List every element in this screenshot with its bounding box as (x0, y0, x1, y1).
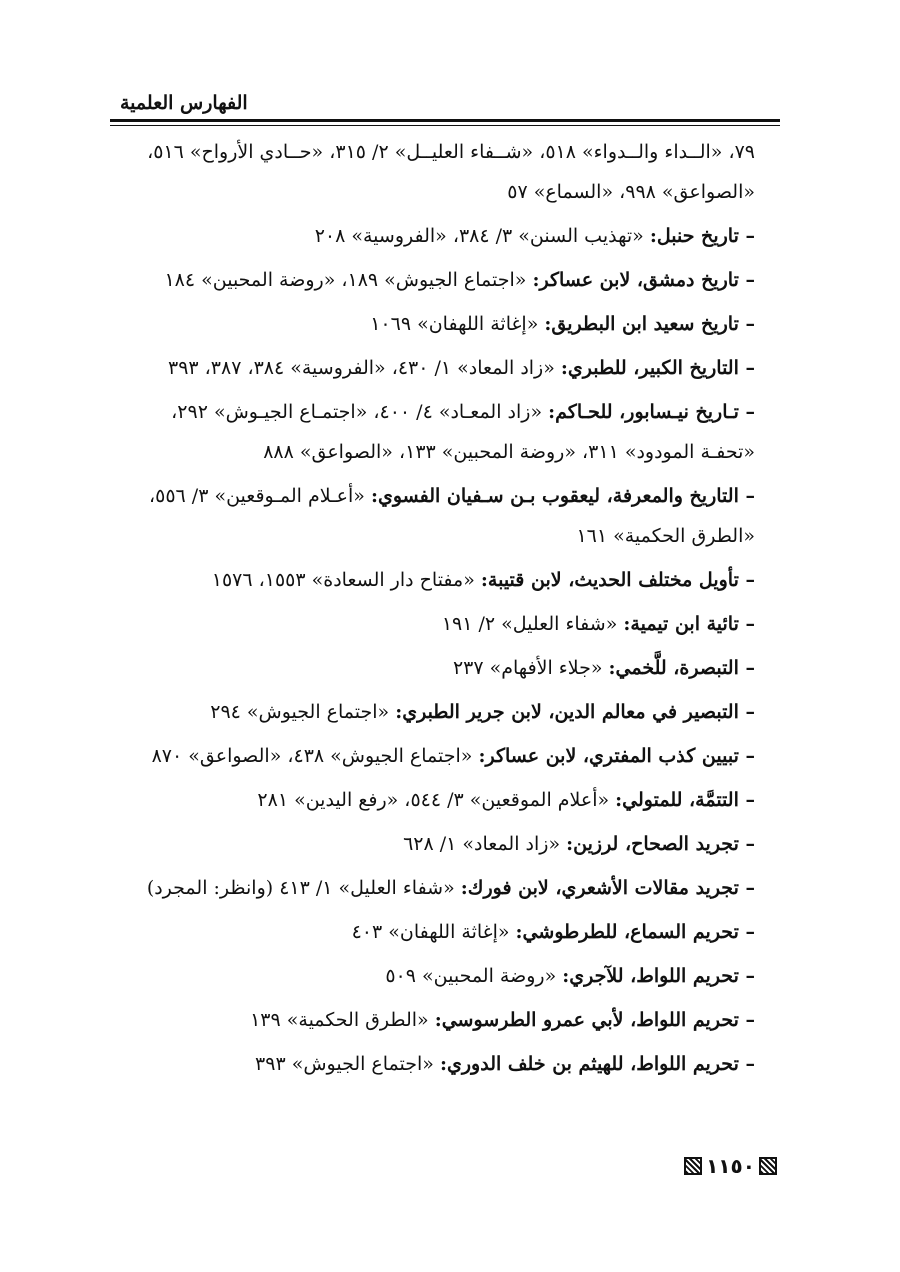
index-entry (115, 1044, 755, 1084)
index-entry (115, 1000, 755, 1040)
entry-refs: «الطرق الحكمية» ١٣٩ (250, 1009, 429, 1031)
entry-title: تائية ابن تيمية: (623, 613, 739, 635)
entry-refs: «زاد المعاد» ١/ ٤٣٠، «الفروسية» ٣٨٤، ٣٨٧، ٣٩٣ (167, 357, 555, 379)
entry-refs: «شفاء العليل» ٢/ ١٩١ (441, 613, 618, 635)
entry-refs: «اجتماع الجيوش» ٢٩٤ (210, 701, 390, 723)
header-rule-thick (110, 119, 780, 122)
index-entry (115, 780, 755, 820)
entry-title: التتمَّة، للمتولي: (615, 789, 739, 811)
index-entry (115, 132, 755, 212)
entry-refs: «شفاء العليل» ١/ ٤١٣ (وانظر: المجرد) (146, 877, 455, 899)
entry-refs: «زاد المعاد» ١/ ٦٢٨ (403, 833, 561, 855)
ornament-icon (684, 1157, 702, 1175)
entry-refs: «جلاء الأفهام» ٢٣٧ (452, 657, 603, 679)
entry-refs: «زاد المعـاد» ٤/ ٤٠٠، «اجتمـاع الجيـوش» ٢٩٢، «تحفـة المودود» ٣١١، «روضة المحبين» ١٣٣، «الصواعق» ٨٨٨ (171, 401, 755, 463)
entry-refs: ٧٩، «الــداء والــدواء» ٥١٨، «شــفاء العليــل» ٢/ ٣١٥، «حــادي الأرواح» ٥١٦، «الصواعق» ٩٩٨، «السماع» ٥٧ (147, 141, 755, 203)
entry-title: تحريم اللواط، لأبي عمرو الطرسوسي: (434, 1009, 739, 1031)
entry-title: تبيين كذب المفتري، لابن عساكر: (478, 745, 739, 767)
entry-refs: «إغاثة اللهفان» ١٠٦٩ (370, 313, 539, 335)
index-entry (115, 560, 755, 600)
entry-title: تاريخ حنبل: (649, 225, 739, 247)
entry-title: تحريم اللواط، للهيثم بن خلف الدوري: (439, 1053, 739, 1075)
page-footer (683, 1154, 778, 1178)
index-entry (115, 348, 755, 388)
entry-refs: «تهذيب السنن» ٣/ ٣٨٤، «الفروسية» ٢٠٨ (314, 225, 644, 247)
index-entry (115, 260, 755, 300)
index-entry (115, 824, 755, 864)
page-number: ١١٥٠ (706, 1154, 755, 1178)
index-entry (115, 648, 755, 688)
entry-refs: «اجتماع الجيوش» ٤٣٨، «الصواعق» ٨٧٠ (151, 745, 473, 767)
entry-title: تأويل مختلف الحديث، لابن قتيبة: (480, 569, 739, 591)
entry-refs: «اجتماع الجيوش» ١٨٩، «روضة المحبين» ١٨٤ (164, 269, 527, 291)
index-entry (115, 604, 755, 644)
index-entry (115, 692, 755, 732)
entry-refs: «أعـلام المـوقعين» ٣/ ٥٥٦، «الطرق الحكمية» ١٦١ (148, 485, 755, 547)
entry-title: تاريخ دمشق، لابن عساكر: (532, 269, 739, 291)
entry-refs: «روضة المحبين» ٥٠٩ (385, 965, 557, 987)
entry-title: التبصير في معالم الدين، لابن جرير الطبري: (395, 701, 739, 723)
entry-refs: «مفتاح دار السعادة» ١٥٥٣، ١٥٧٦ (211, 569, 475, 591)
index-entry (115, 476, 755, 556)
entry-title: التاريخ الكبير، للطبري: (560, 357, 739, 379)
index-entry (115, 956, 755, 996)
index-entry (115, 912, 755, 952)
entry-title: تجريد الصحاح، لرزين: (566, 833, 739, 855)
entry-title: تاريخ سعيد ابن البطريق: (544, 313, 739, 335)
entry-title: تجريد مقالات الأشعري، لابن فورك: (460, 877, 739, 899)
index-entry (115, 868, 755, 908)
entry-title: تحريم اللواط، للآجري: (562, 965, 739, 987)
entry-refs: «اجتماع الجيوش» ٣٩٣ (255, 1053, 434, 1075)
entry-title: التاريخ والمعرفة، ليعقوب بـن سـفيان الفسوي: (370, 485, 739, 507)
header-rule-thin (110, 125, 780, 126)
index-entry (115, 736, 755, 776)
index-entries (115, 132, 755, 1088)
ornament-icon (759, 1157, 777, 1175)
index-entry (115, 304, 755, 344)
entry-title: التبصرة، للَّخمي: (608, 657, 739, 679)
entry-refs: «إغاثة اللهفان» ٤٠٣ (351, 921, 510, 943)
entry-title: تـاريخ نيـسابور، للحـاكم: (548, 401, 739, 423)
index-entry (115, 392, 755, 472)
entry-refs: «أعلام الموقعين» ٣/ ٥٤٤، «رفع اليدين» ٢٨١ (257, 789, 610, 811)
running-header: الفهارس العلمية (120, 92, 248, 114)
entry-title: تحريم السماع، للطرطوشي: (515, 921, 739, 943)
index-entry (115, 216, 755, 256)
